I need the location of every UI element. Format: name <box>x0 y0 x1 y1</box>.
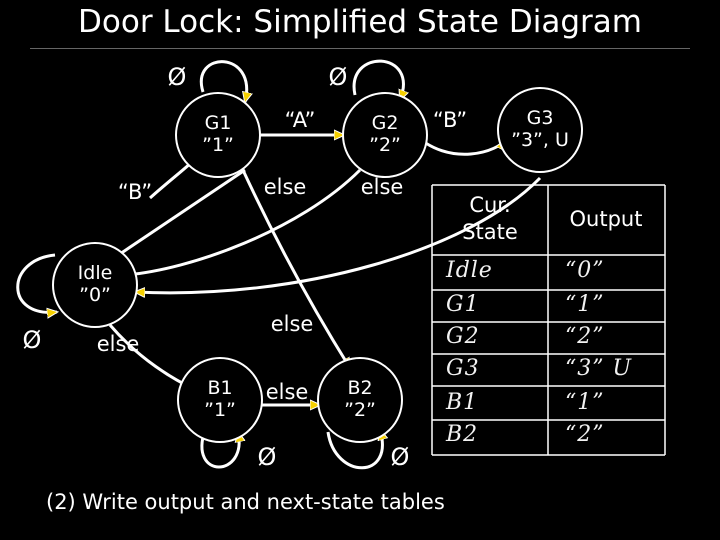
table-cell-state: Idle <box>446 258 493 283</box>
edge-label-g2-else: else <box>360 175 404 199</box>
self-loop-label-g1: Ø <box>167 63 187 91</box>
state-label-b1: B1 ”1” <box>204 377 236 421</box>
self-loop-label-idle: Ø <box>22 326 42 354</box>
table-cell-output: “2” <box>565 422 605 447</box>
edge-label-into-g1: “B” <box>117 180 153 204</box>
table-header-output: Output <box>569 207 643 231</box>
edge-label-g1-to-g2: “A” <box>284 108 316 132</box>
state-label-b2: B2 ”2” <box>344 377 376 421</box>
self-loop-label-g2: Ø <box>328 63 348 91</box>
state-label-g1: G1 ”1” <box>202 112 234 156</box>
table-cell-state: G1 <box>446 292 480 317</box>
table-header-state: Cur. State <box>462 193 518 245</box>
self-loop-label-b2: Ø <box>390 443 410 471</box>
edge-label-g3-else: else <box>270 312 314 336</box>
table-cell-state: G2 <box>446 324 480 349</box>
table-cell-output: “0” <box>565 258 605 283</box>
table-cell-output: “3” U <box>565 356 633 381</box>
edge-label-idle-else: else <box>96 332 140 356</box>
self-loop-idle <box>18 255 57 312</box>
self-loop-label-b1: Ø <box>257 443 277 471</box>
table-cell-state: B2 <box>446 422 479 447</box>
table-cell-state: G3 <box>446 356 480 381</box>
table-cell-output: “1” <box>565 390 605 415</box>
state-label-g3: G3 ”3”, U <box>511 107 569 151</box>
table-cell-output: “1” <box>565 292 605 317</box>
edge-label-g2-to-g3: “B” <box>432 108 468 132</box>
state-label-idle: Idle ”0” <box>77 262 113 306</box>
edge-label-b1-else: else <box>265 380 309 404</box>
state-label-g2: G2 ”2” <box>369 112 401 156</box>
caption: (2) Write output and next-state tables <box>46 490 445 514</box>
table-cell-state: B1 <box>446 390 479 415</box>
page-title: Door Lock: Simplified State Diagram <box>78 4 642 40</box>
table-cell-output: “2” <box>565 324 605 349</box>
edge-label-g1-else: else <box>263 175 307 199</box>
